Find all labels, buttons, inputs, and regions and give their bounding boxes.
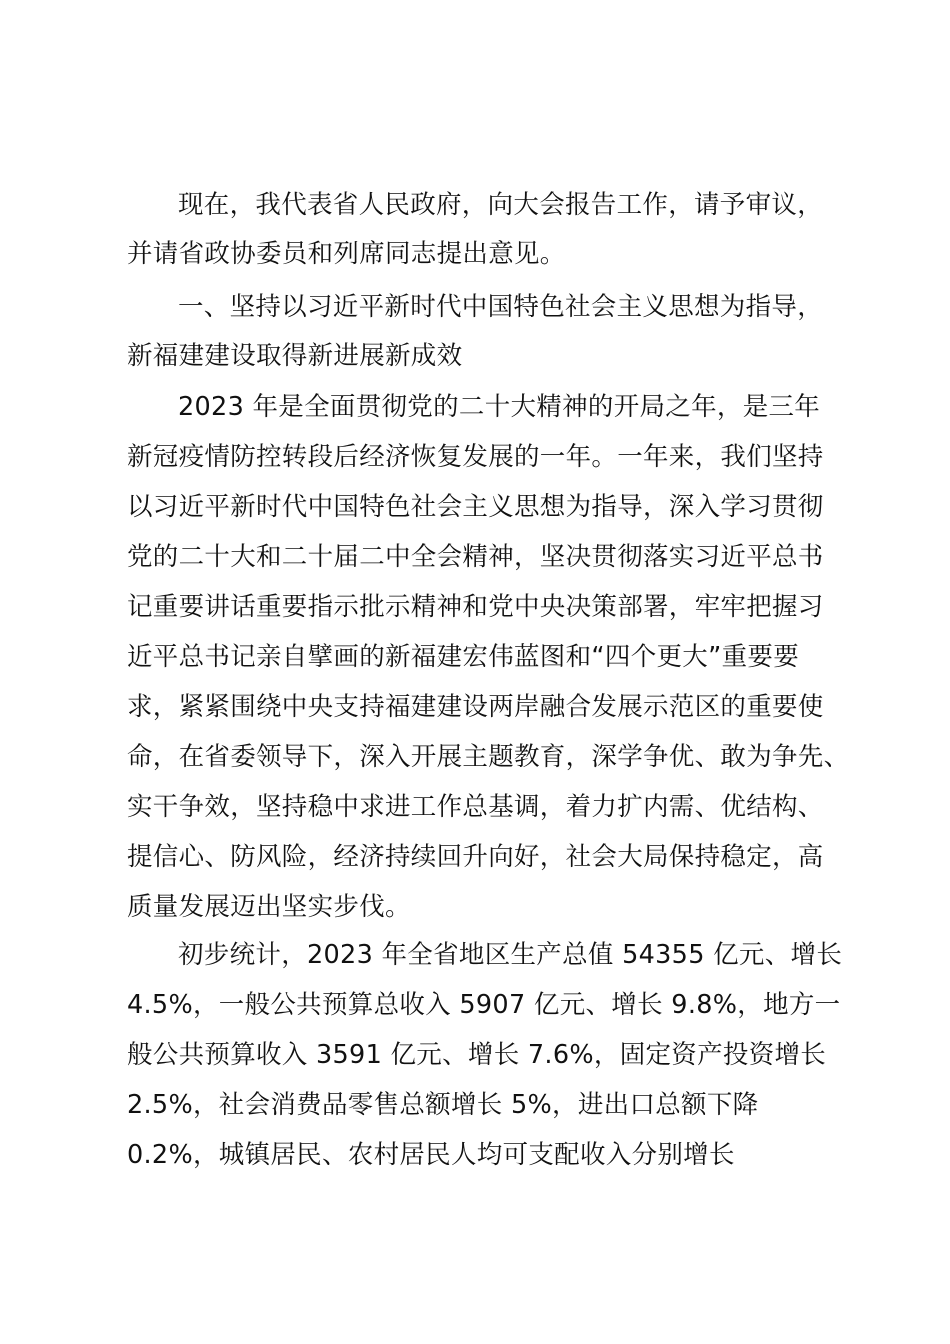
paragraph-2-line-5: 记重要讲话重要指示批示精神和党中央决策部署，牢牢把握习 [127, 592, 824, 622]
paragraph-2-line-8: 命，在省委领导下，深入开展主题教育，深学争优、敢为争先、 [127, 742, 850, 772]
section-heading-line-1: 一、坚持以习近平新时代中国特色社会主义思想为指导， [178, 292, 824, 322]
paragraph-1-line-2: 并请省政协委员和列席同志提出意见。 [127, 239, 566, 269]
paragraph-3-line-1: 初步统计，2023 年全省地区生产总值 54355 亿元、增长 [178, 940, 843, 970]
paragraph-2-line-9: 实干争效，坚持稳中求进工作总基调，着力扩内需、优结构、 [127, 792, 824, 822]
paragraph-2-line-11: 质量发展迈出坚实步伐。 [127, 892, 411, 922]
paragraph-2-line-3: 以习近平新时代中国特色社会主义思想为指导，深入学习贯彻 [127, 492, 824, 522]
paragraph-1-line-1: 现在，我代表省人民政府，向大会报告工作，请予审议， [178, 190, 824, 220]
paragraph-2-line-6: 近平总书记亲自擘画的新福建宏伟蓝图和“四个更大”重要要 [127, 642, 800, 672]
paragraph-3-line-3: 般公共预算收入 3591 亿元、增长 7.6%，固定资产投资增长 [127, 1040, 827, 1070]
paragraph-3-line-4: 2.5%，社会消费品零售总额增长 5%，进出口总额下降 [127, 1090, 759, 1120]
paragraph-2-line-2: 新冠疫情防控转段后经济恢复发展的一年。一年来，我们坚持 [127, 442, 824, 472]
paragraph-2-line-10: 提信心、防风险，经济持续回升向好，社会大局保持稳定，高 [127, 842, 824, 872]
paragraph-2-line-4: 党的二十大和二十届二中全会精神，坚决贯彻落实习近平总书 [127, 542, 824, 572]
paragraph-3-line-2: 4.5%，一般公共预算总收入 5907 亿元、增长 9.8%，地方一 [127, 990, 841, 1020]
paragraph-2-line-1: 2023 年是全面贯彻党的二十大精神的开局之年，是三年 [178, 392, 821, 422]
paragraph-2-line-7: 求，紧紧围绕中央支持福建建设两岸融合发展示范区的重要使 [127, 692, 824, 722]
paragraph-3-line-5: 0.2%，城镇居民、农村居民人均可支配收入分别增长 [127, 1140, 735, 1170]
section-heading-line-2: 新福建建设取得新进展新成效 [127, 341, 463, 371]
